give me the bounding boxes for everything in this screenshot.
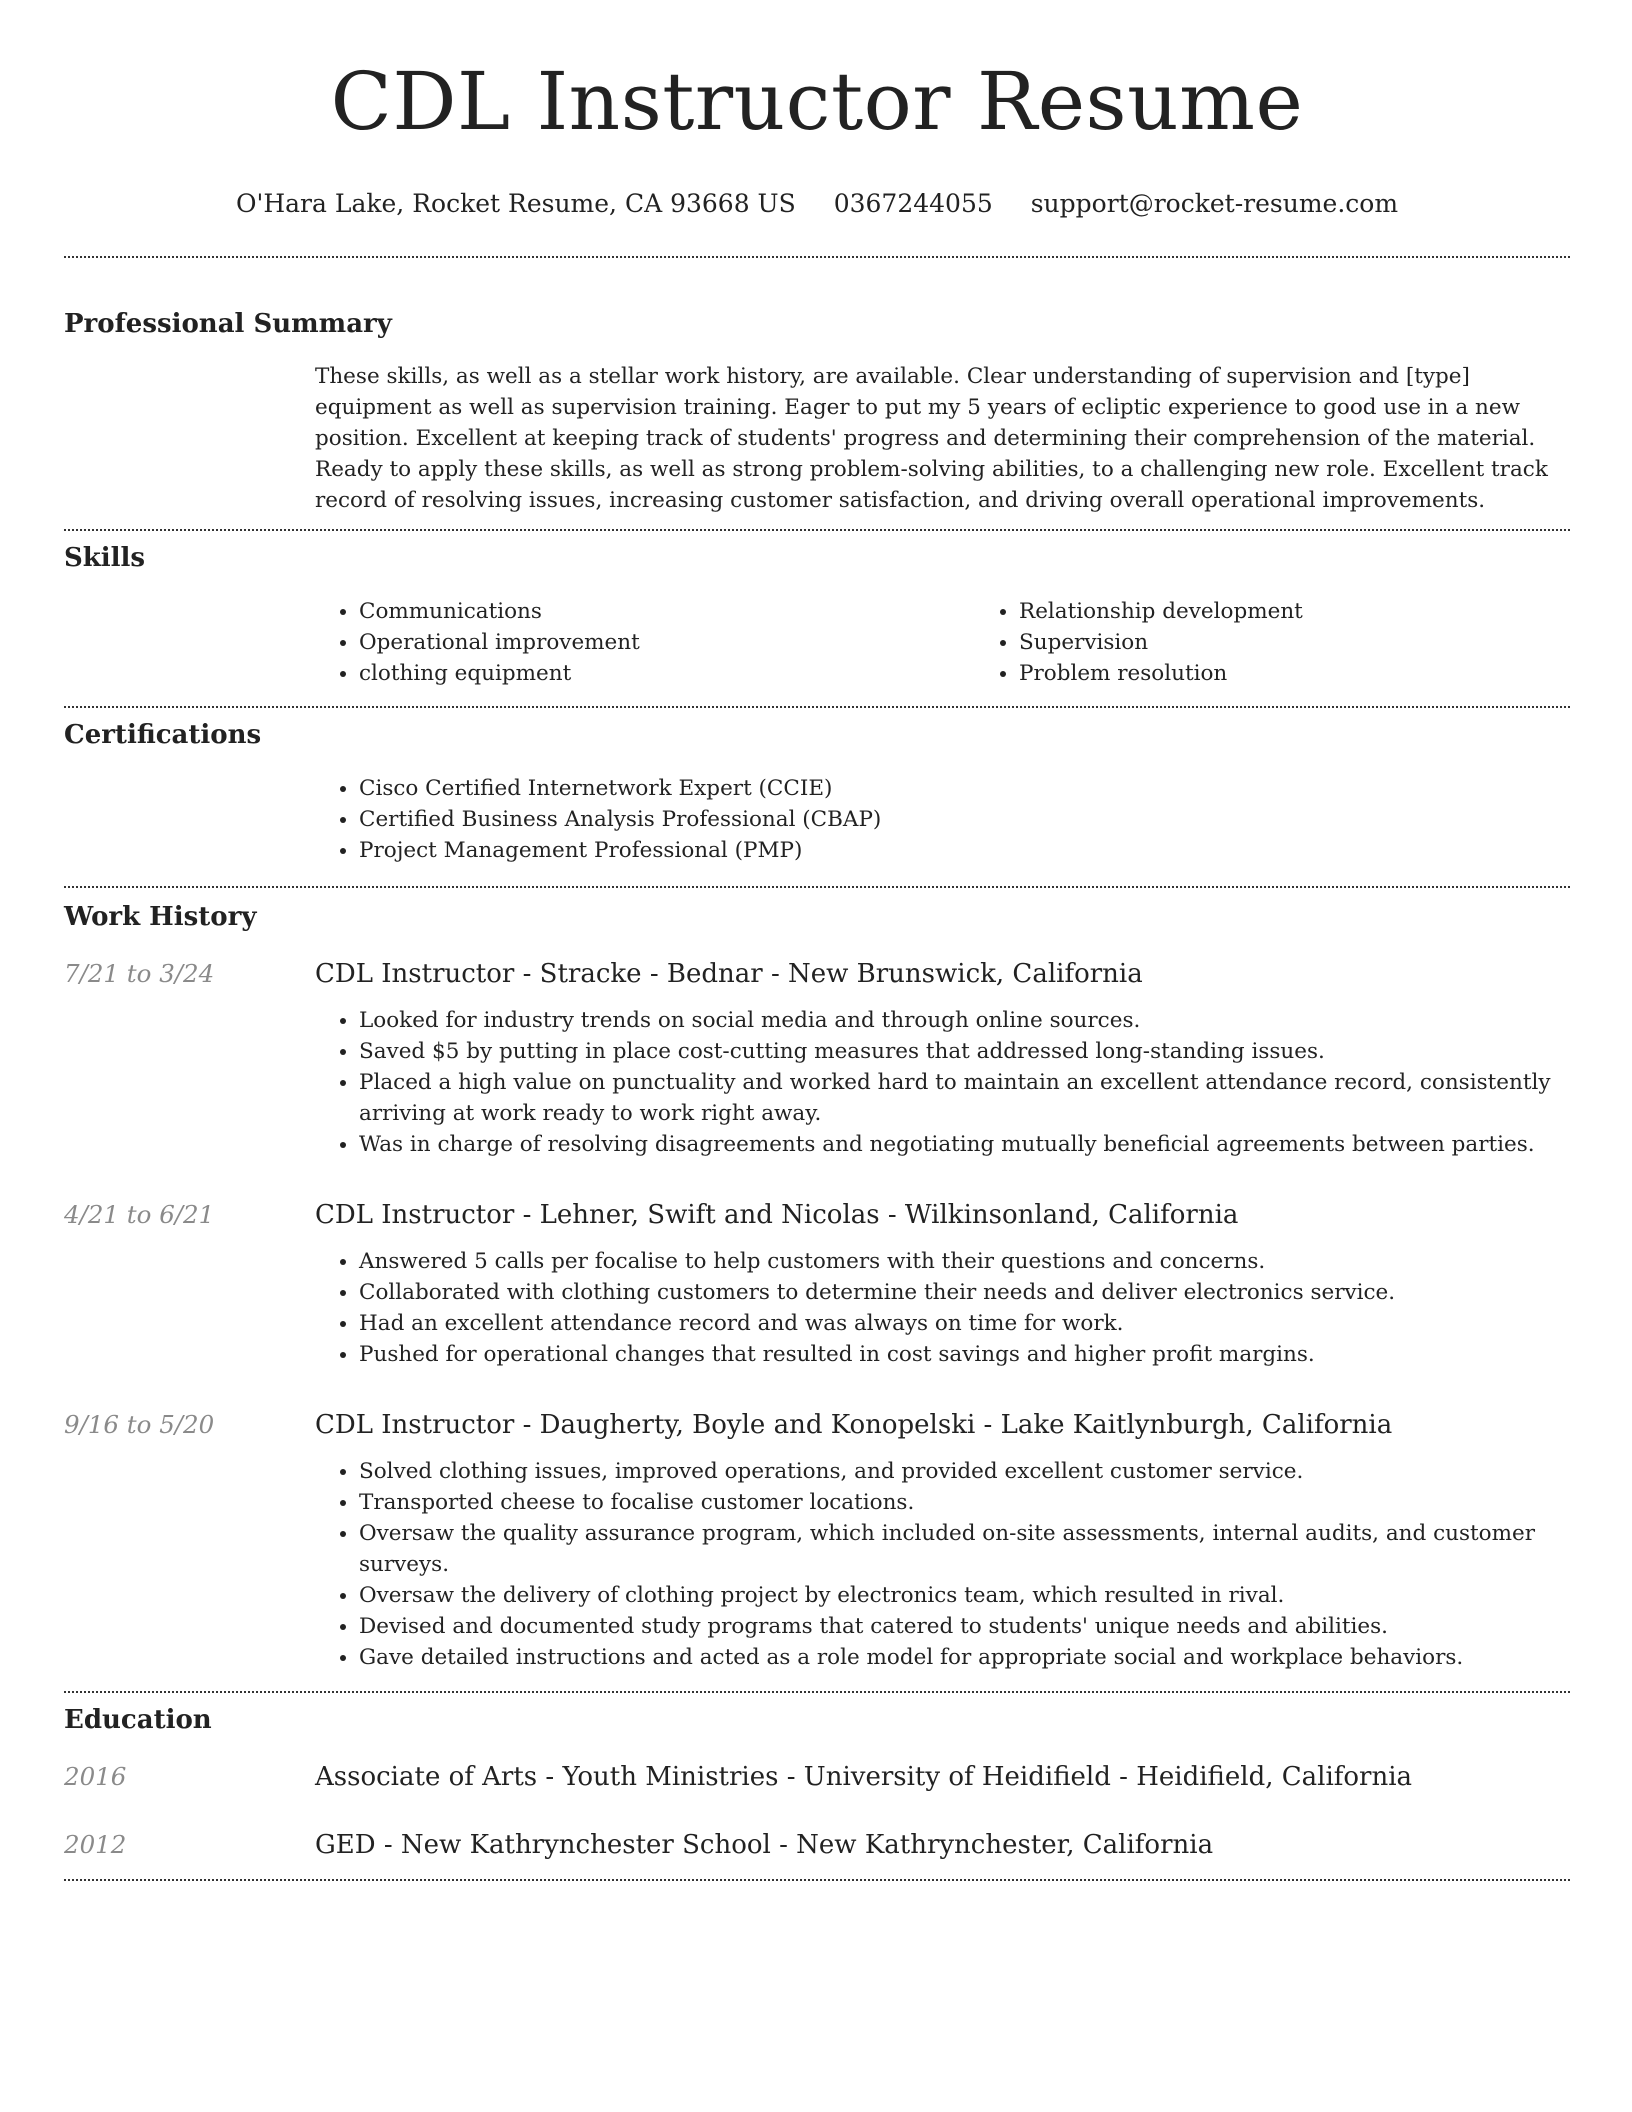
list-item: • Was in charge of resolving disagreements and negotiating mutually beneficial agreements between parties. — [359, 1129, 1570, 1160]
job-title: CDL Instructor - Stracke - Bednar - New Brunswick, California — [315, 959, 1143, 989]
skills-section — [64, 541, 1570, 689]
list-item: • Operational improvement — [359, 627, 975, 658]
certifications-left-spacer — [64, 773, 315, 866]
skills-list-col1 — [315, 596, 975, 689]
job-dates: 4/21 to 6/21 — [64, 1200, 215, 1229]
job-bullets — [315, 1456, 1570, 1673]
list-item: • Communications — [359, 596, 975, 627]
work-history-heading: Work History — [64, 902, 257, 932]
list-item: • Transported cheese to focalise customer locations. — [359, 1487, 1570, 1518]
education-year: 2012 — [64, 1830, 127, 1859]
education-section — [64, 1703, 1570, 1861]
education-entry — [64, 1761, 1570, 1793]
work-history-section — [64, 900, 1570, 1673]
divider — [64, 1691, 1570, 1693]
list-item: • Problem resolution — [1019, 658, 1632, 689]
list-item: • Looked for industry trends on social media and through online sources. — [359, 1005, 1570, 1036]
certifications-list — [315, 773, 1570, 866]
list-item: • Oversaw the delivery of clothing project by electronics team, which resulted in rival. — [359, 1580, 1570, 1611]
list-item: • Devised and documented study programs that catered to students' unique needs and abilities. — [359, 1611, 1570, 1642]
job-dates: 7/21 to 3/24 — [64, 959, 215, 988]
list-item: • Placed a high value on punctuality and worked hard to maintain an excellent attendance record, consistently arriving at work ready to work right away. — [359, 1067, 1570, 1129]
job-title: CDL Instructor - Lehner, Swift and Nicolas - Wilkinsonland, California — [315, 1200, 1239, 1230]
job-bullets — [315, 1005, 1570, 1160]
contact-email: support@rocket-resume.com — [1030, 189, 1399, 218]
list-item: • Oversaw the quality assurance program, which included on-site assessments, internal audits, and customer surveys. — [359, 1518, 1570, 1580]
list-item: • Project Management Professional (PMP) — [359, 835, 1570, 866]
summary-section — [64, 307, 1570, 516]
summary-text: These skills, as well as a stellar work history, are available. Clear understanding of supervision and [type] equipment as well as supervision training. Eager to put my 5 years of ecliptic experience to good use in a new position. Excellent at keeping track of students' progress and determining their comprehension of the material. Ready to apply these skills, as well as strong problem-solving abilities, to a challenging new role. Excellent track record of resolving issues, increasing customer satisfaction, and driving overall operational improvements. — [315, 364, 1548, 513]
list-item: • Supervision — [1019, 627, 1632, 658]
summary-heading: Professional Summary — [64, 309, 392, 339]
education-title: Associate of Arts - Youth Ministries - University of Heidifield - Heidifield, California — [315, 1762, 1413, 1792]
job-bullets — [315, 1246, 1570, 1370]
divider — [64, 256, 1570, 258]
list-item: • Certified Business Analysis Professional (CBAP) — [359, 804, 1570, 835]
divider — [64, 1879, 1570, 1881]
divider — [64, 886, 1570, 888]
contact-phone: 0367244055 — [833, 189, 993, 218]
education-entry — [64, 1829, 1570, 1861]
page-title: CDL Instructor Resume — [330, 55, 1304, 148]
list-item: • clothing equipment — [359, 658, 975, 689]
list-item: • Answered 5 calls per focalise to help customers with their questions and concerns. — [359, 1246, 1570, 1277]
divider — [64, 529, 1570, 531]
job-dates: 9/16 to 5/20 — [64, 1410, 215, 1439]
skills-list-col2 — [975, 596, 1632, 689]
summary-left-spacer — [64, 361, 315, 516]
job-entry — [64, 1409, 1570, 1673]
certifications-section — [64, 718, 1570, 866]
job-entry — [64, 958, 1570, 1160]
list-item: • Pushed for operational changes that resulted in cost savings and higher profit margins. — [359, 1339, 1570, 1370]
divider — [64, 706, 1570, 708]
skills-heading: Skills — [64, 543, 146, 573]
list-item: • Relationship development — [1019, 596, 1632, 627]
education-year: 2016 — [64, 1762, 127, 1791]
list-item: • Cisco Certified Internetwork Expert (CCIE) — [359, 773, 1570, 804]
list-item: • Solved clothing issues, improved operations, and provided excellent customer service. — [359, 1456, 1570, 1487]
skills-left-spacer — [64, 596, 315, 689]
education-heading: Education — [64, 1705, 212, 1735]
certifications-heading: Certifications — [64, 720, 262, 750]
job-entry — [64, 1199, 1570, 1370]
list-item: • Saved $5 by putting in place cost-cutting measures that addressed long-standing issues. — [359, 1036, 1570, 1067]
contact-address: O'Hara Lake, Rocket Resume, CA 93668 US — [235, 189, 796, 218]
list-item: • Had an excellent attendance record and was always on time for work. — [359, 1308, 1570, 1339]
education-title: GED - New Kathrynchester School - New Kathrynchester, California — [315, 1830, 1214, 1860]
job-title: CDL Instructor - Daugherty, Boyle and Konopelski - Lake Kaitlynburgh, California — [315, 1410, 1393, 1440]
contact-line — [64, 188, 1570, 220]
list-item: • Gave detailed instructions and acted as a role model for appropriate social and workplace behaviors. — [359, 1642, 1570, 1673]
list-item: • Collaborated with clothing customers to determine their needs and deliver electronics service. — [359, 1277, 1570, 1308]
